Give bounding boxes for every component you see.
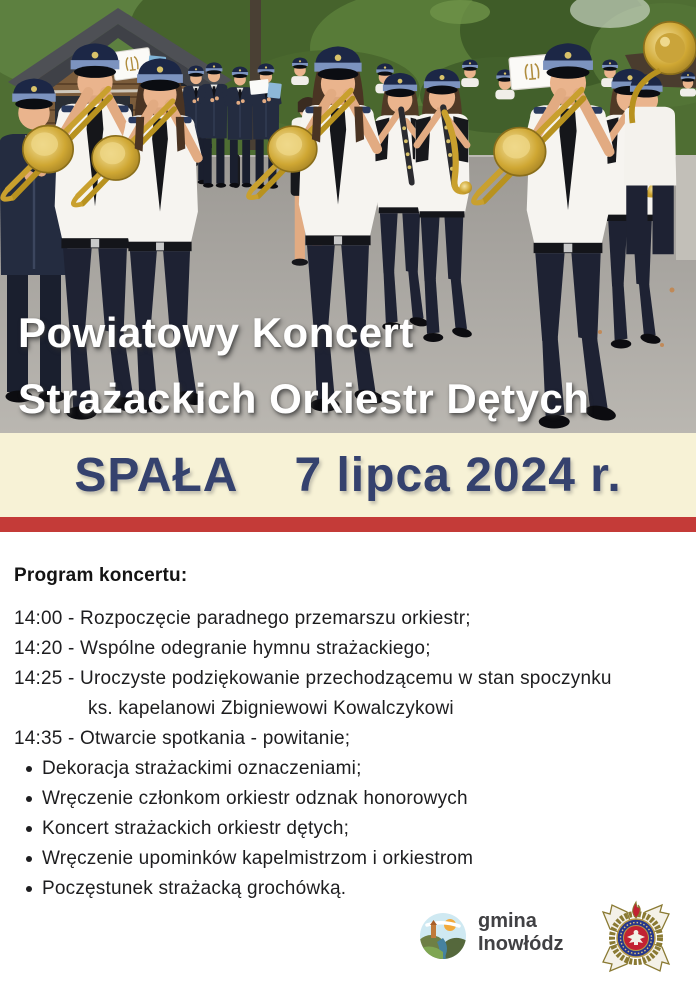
- bullet-text: Dekoracja strażackimi oznaczeniami;: [42, 758, 362, 779]
- place-date-banner: [0, 433, 696, 517]
- poster-title: [18, 300, 688, 432]
- bullet-item: [14, 754, 682, 784]
- bullet-text: Wręczenie członkom orkiestr odznak honorowych: [42, 788, 468, 809]
- bullet-dot-icon: [26, 856, 32, 862]
- title-line-1: Powiatowy Koncert: [18, 309, 414, 356]
- title-line-2: Strażackich Orkiestr Dętych: [18, 375, 590, 422]
- gmina-text-line2: Inowłódz: [478, 933, 564, 955]
- bullet-dot-icon: [26, 796, 32, 802]
- banner-place: SPAŁA: [74, 448, 239, 502]
- bullet-text: Poczęstunek strażacką grochówką.: [42, 878, 347, 899]
- bullet-dot-icon: [26, 886, 32, 892]
- bullet-dot-icon: [26, 766, 32, 772]
- hero-photo: [0, 0, 696, 433]
- banner-date: 7 lipca 2024 r.: [294, 448, 622, 502]
- bullet-item: [14, 814, 682, 844]
- schedule-line-continuation: ks. kapelanowi Zbigniewowi Kowalczykowi: [88, 698, 454, 719]
- program-section: [0, 532, 696, 904]
- gmina-logo-text: [478, 910, 564, 956]
- schedule-line: 14:20 - Wspólne odegranie hymnu strażackiego;: [14, 638, 431, 659]
- bullet-text: Wręczenie upominków kapelmistrzom i orkiestrom: [42, 848, 474, 869]
- bullet-item: [14, 844, 682, 874]
- gmina-text-line1: gmina: [478, 910, 537, 932]
- schedule-line: 14:00 - Rozpoczęcie paradnego przemarszu orkiestr;: [14, 608, 471, 629]
- program-heading: Program koncertu:: [14, 565, 188, 586]
- bullet-dot-icon: [26, 826, 32, 832]
- schedule-line: 14:35 - Otwarcie spotkania - powitanie;: [14, 728, 351, 749]
- bullet-item: [14, 874, 682, 904]
- bullet-item: [14, 784, 682, 814]
- bullet-text: Koncert strażackich orkiestr dętych;: [42, 818, 350, 839]
- zosp-rp-firefighter-cross-icon: [597, 897, 675, 975]
- schedule-line: 14:25 - Uroczyste podziękowanie przechodzącemu w stan spoczynku: [14, 668, 612, 689]
- gmina-inowlodz-landscape-icon: [419, 912, 467, 960]
- red-divider-bar: [0, 517, 696, 532]
